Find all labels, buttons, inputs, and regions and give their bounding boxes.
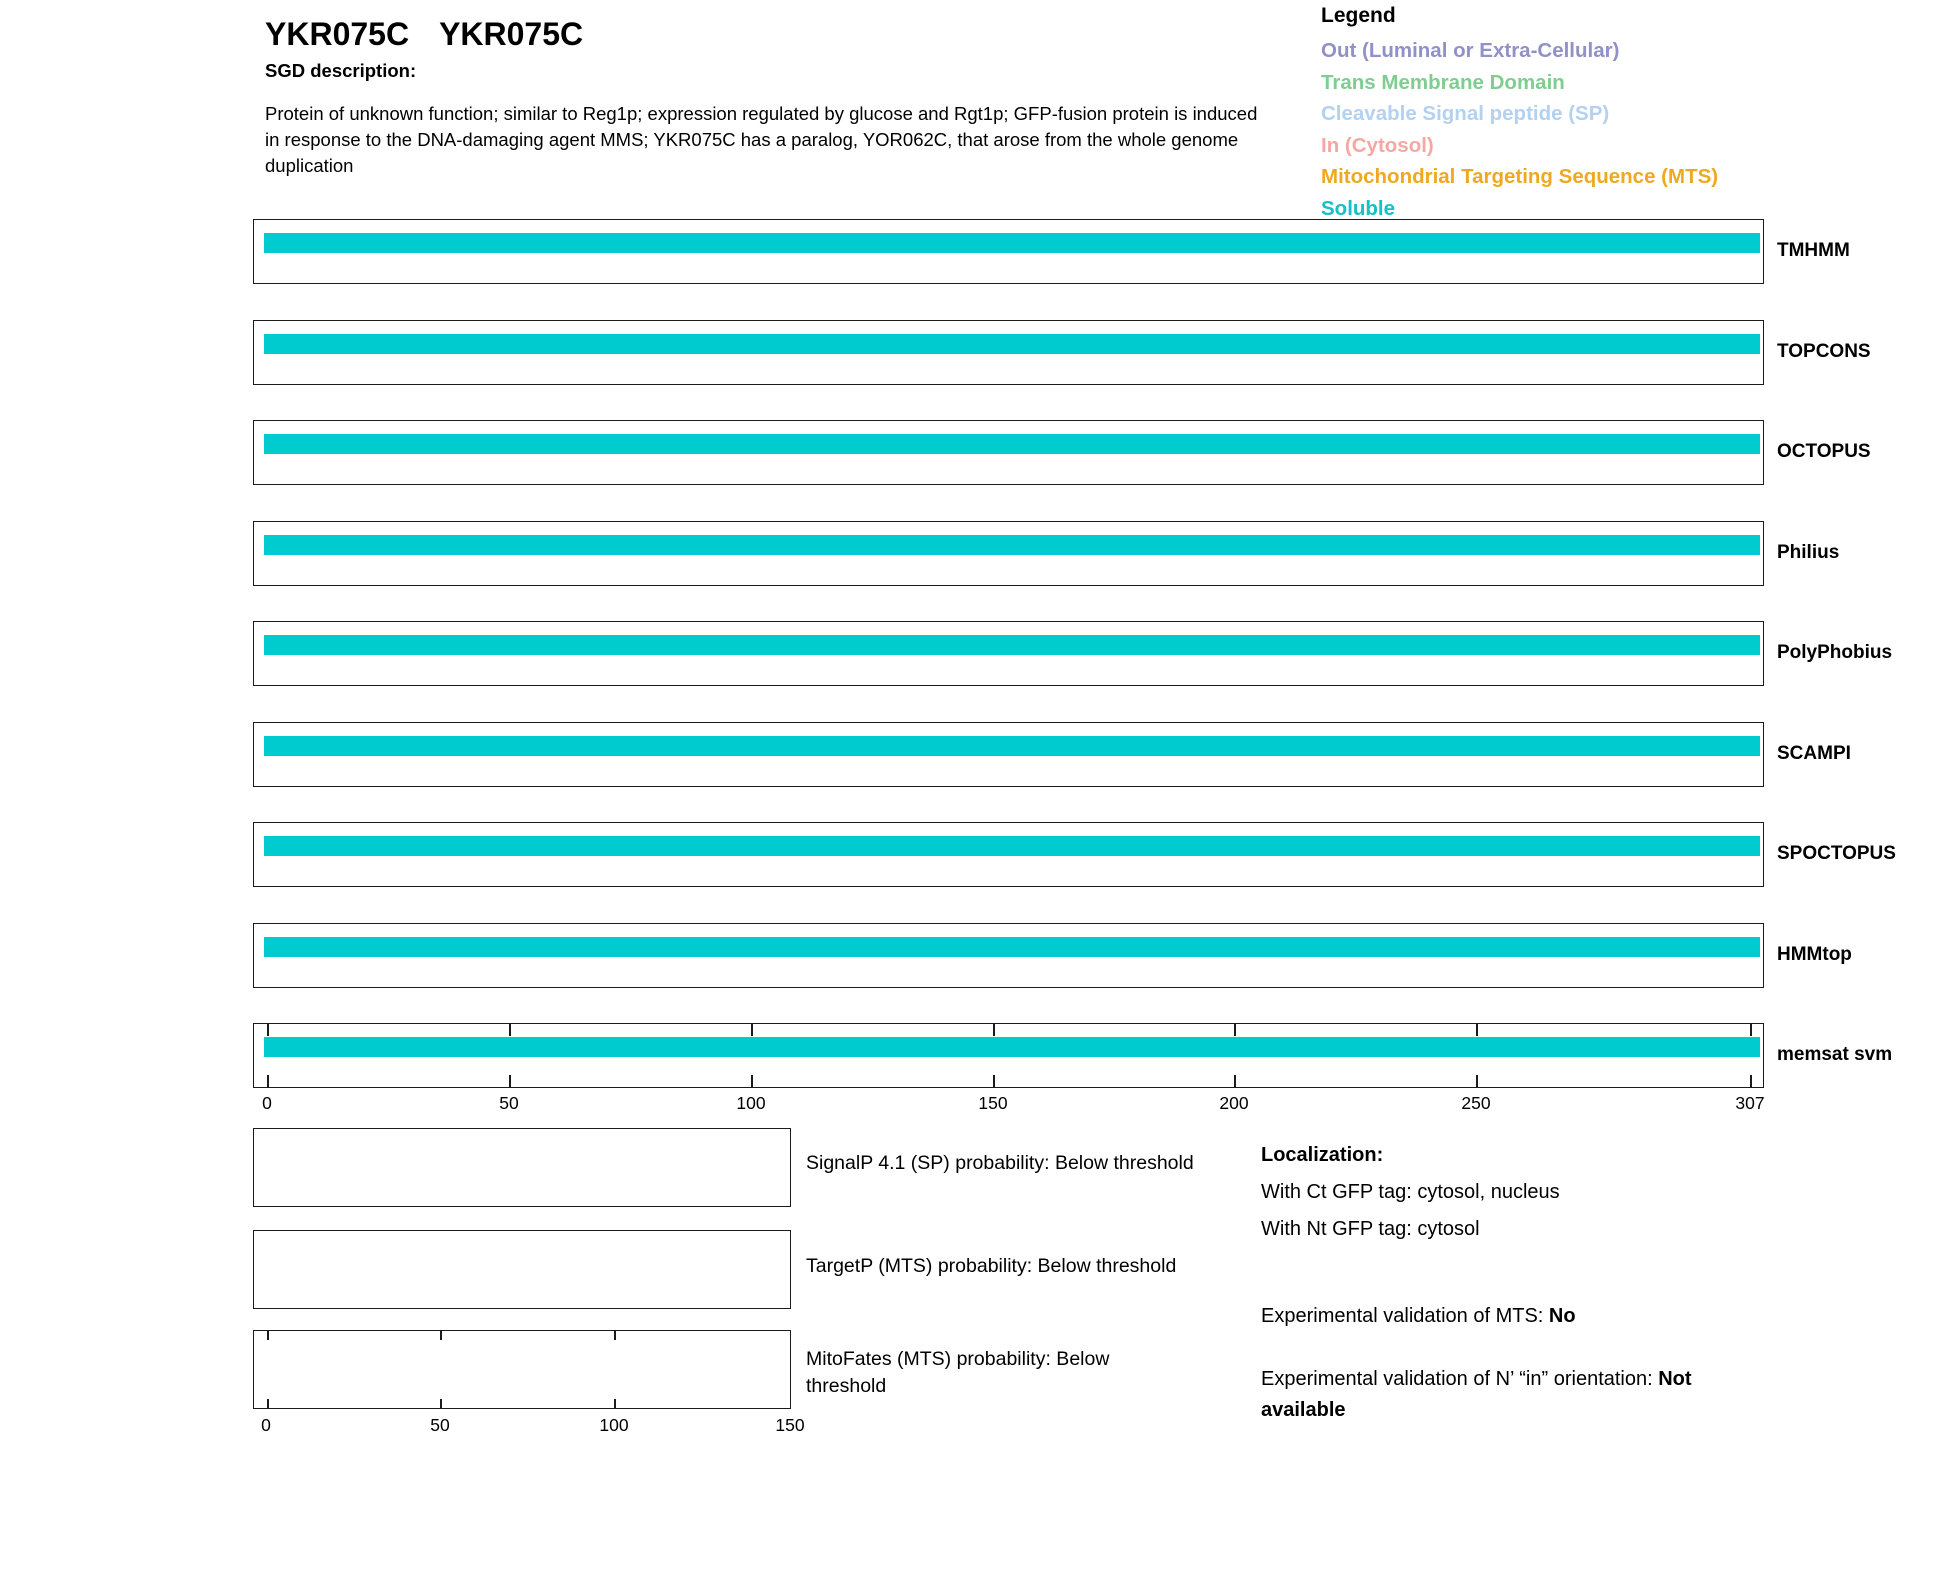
soluble-segment-bar (264, 434, 1760, 454)
axis-tick (993, 1075, 995, 1087)
track-row-topcons (253, 320, 1950, 385)
orientation-validation-value: Not available (1261, 1368, 1692, 1421)
axis-tick (267, 1399, 269, 1408)
axis-tick-label: 0 (261, 1415, 271, 1435)
gene-name: YKR075C (265, 16, 410, 52)
track-row-scampi (253, 722, 1950, 787)
track-label: Philius (1777, 541, 1840, 563)
track-row-spoctopus (253, 822, 1950, 887)
axis-tick (1476, 1075, 1478, 1087)
axis-tick (614, 1399, 616, 1408)
localization-nt-gfp: With Nt GFP tag: cytosol (1261, 1218, 1480, 1240)
mts-validation-value: No (1548, 1305, 1576, 1327)
track-label: HMMtop (1777, 943, 1852, 965)
axis-tick (440, 1331, 442, 1340)
signalp-caption: SignalP 4.1 (SP) probability: Below threshold (806, 1152, 1194, 1174)
axis-tick-label: 150 (775, 1415, 805, 1435)
track-label: OCTOPUS (1777, 441, 1871, 462)
track-row-tmhmm (253, 219, 1950, 284)
targetp-plot (253, 1230, 791, 1309)
track-label: memsat svm (1777, 1044, 1893, 1065)
axis-tick (1750, 1075, 1752, 1087)
mts-validation-label: Experimental validation of MTS: (1261, 1305, 1549, 1327)
axis-tick-label: 50 (499, 1093, 519, 1113)
soluble-segment-bar (264, 334, 1760, 354)
axis-tick-label: 0 (262, 1093, 272, 1113)
soluble-segment-bar (264, 635, 1760, 655)
page-title (265, 16, 583, 53)
soluble-segment-bar (264, 233, 1760, 253)
legend-item-tmd: Trans Membrane Domain (1321, 70, 1565, 94)
axis-tick (267, 1024, 269, 1036)
axis-tick-label: 50 (430, 1415, 450, 1435)
orf-name: YKR075C (439, 16, 584, 52)
axis-tick (509, 1075, 511, 1087)
topology-plot-philius (253, 521, 1764, 586)
axis-tick-label: 100 (736, 1093, 766, 1113)
legend-item-in: In (Cytosol) (1321, 133, 1434, 157)
axis-tick (267, 1075, 269, 1087)
mitofates-plot (253, 1330, 791, 1409)
track-label: TMHMM (1777, 240, 1850, 261)
track-label: TOPCONS (1777, 340, 1871, 362)
orientation-validation (1261, 1364, 1781, 1426)
topology-plot-polyphobius (253, 621, 1764, 686)
topology-plot-hmmtop (253, 923, 1764, 988)
axis-tick (509, 1024, 511, 1036)
axis-tick (1476, 1024, 1478, 1036)
localization-panel (1261, 1144, 1801, 1444)
topology-plot-octopus (253, 420, 1764, 485)
track-label: SCAMPI (1777, 742, 1851, 764)
axis-tick-label: 200 (1219, 1093, 1249, 1113)
soluble-segment-bar (264, 535, 1760, 555)
track-label: SPOCTOPUS (1777, 843, 1896, 864)
axis-tick-label: 307 (1735, 1093, 1765, 1113)
axis-tick (993, 1024, 995, 1036)
track-row-memsat-svm (253, 1023, 1950, 1088)
axis-tick (1234, 1024, 1236, 1036)
localization-ct-gfp: With Ct GFP tag: cytosol, nucleus (1261, 1181, 1560, 1203)
axis-tick-label: 250 (1461, 1093, 1491, 1113)
axis-tick (614, 1331, 616, 1340)
legend-item-out: Out (Luminal or Extra-Cellular) (1321, 39, 1620, 62)
axis-tick-label: 150 (978, 1093, 1008, 1113)
signalp-plot (253, 1128, 791, 1207)
soluble-segment-bar (264, 937, 1760, 957)
sgd-description-text: Protein of unknown function; similar to Reg1p; expression regulated by glucose and Rgt1p; GFP-fusion protein is induced in response to the DNA-damaging agent MMS; YKR075C has a paralog, YOR062C, that arose from the whole genome duplication (265, 102, 1258, 176)
legend-title: Legend (1321, 4, 1396, 27)
mts-validation (1261, 1305, 1576, 1328)
mitofates-caption: MitoFates (MTS) probability: Below threshold (806, 1348, 1110, 1397)
track-row-hmmtop (253, 923, 1950, 988)
targetp-caption: TargetP (MTS) probability: Below threshold (806, 1255, 1177, 1277)
topology-plot-memsat-svm (253, 1023, 1764, 1088)
track-row-octopus (253, 420, 1950, 485)
axis-tick (751, 1075, 753, 1087)
orientation-validation-label: Experimental validation of N’ “in” orientation: (1261, 1368, 1659, 1390)
soluble-segment-bar (264, 736, 1760, 756)
axis-tick (440, 1399, 442, 1408)
track-label: PolyPhobius (1777, 642, 1893, 663)
topology-x-axis (0, 1093, 1950, 1115)
topology-plot-spoctopus (253, 822, 1764, 887)
legend-item-soluble: Soluble (1321, 196, 1396, 220)
topology-plot-tmhmm (253, 219, 1764, 284)
soluble-segment-bar (264, 1037, 1760, 1057)
localization-heading: Localization: (1261, 1144, 1384, 1166)
axis-tick (1750, 1024, 1752, 1036)
track-row-polyphobius (253, 621, 1950, 686)
axis-tick (267, 1331, 269, 1340)
sgd-description-label: SGD description: (265, 60, 417, 81)
topology-plot-topcons (253, 320, 1764, 385)
legend-item-mts: Mitochondrial Targeting Sequence (MTS) (1321, 165, 1719, 188)
axis-tick (751, 1024, 753, 1036)
soluble-segment-bar (264, 836, 1760, 856)
axis-tick-label: 100 (599, 1415, 629, 1435)
legend-item-sp: Cleavable Signal peptide (SP) (1321, 102, 1610, 125)
topology-plot-scampi (253, 722, 1764, 787)
legend (1321, 4, 1718, 224)
axis-tick (1234, 1075, 1236, 1087)
track-row-philius (253, 521, 1950, 586)
